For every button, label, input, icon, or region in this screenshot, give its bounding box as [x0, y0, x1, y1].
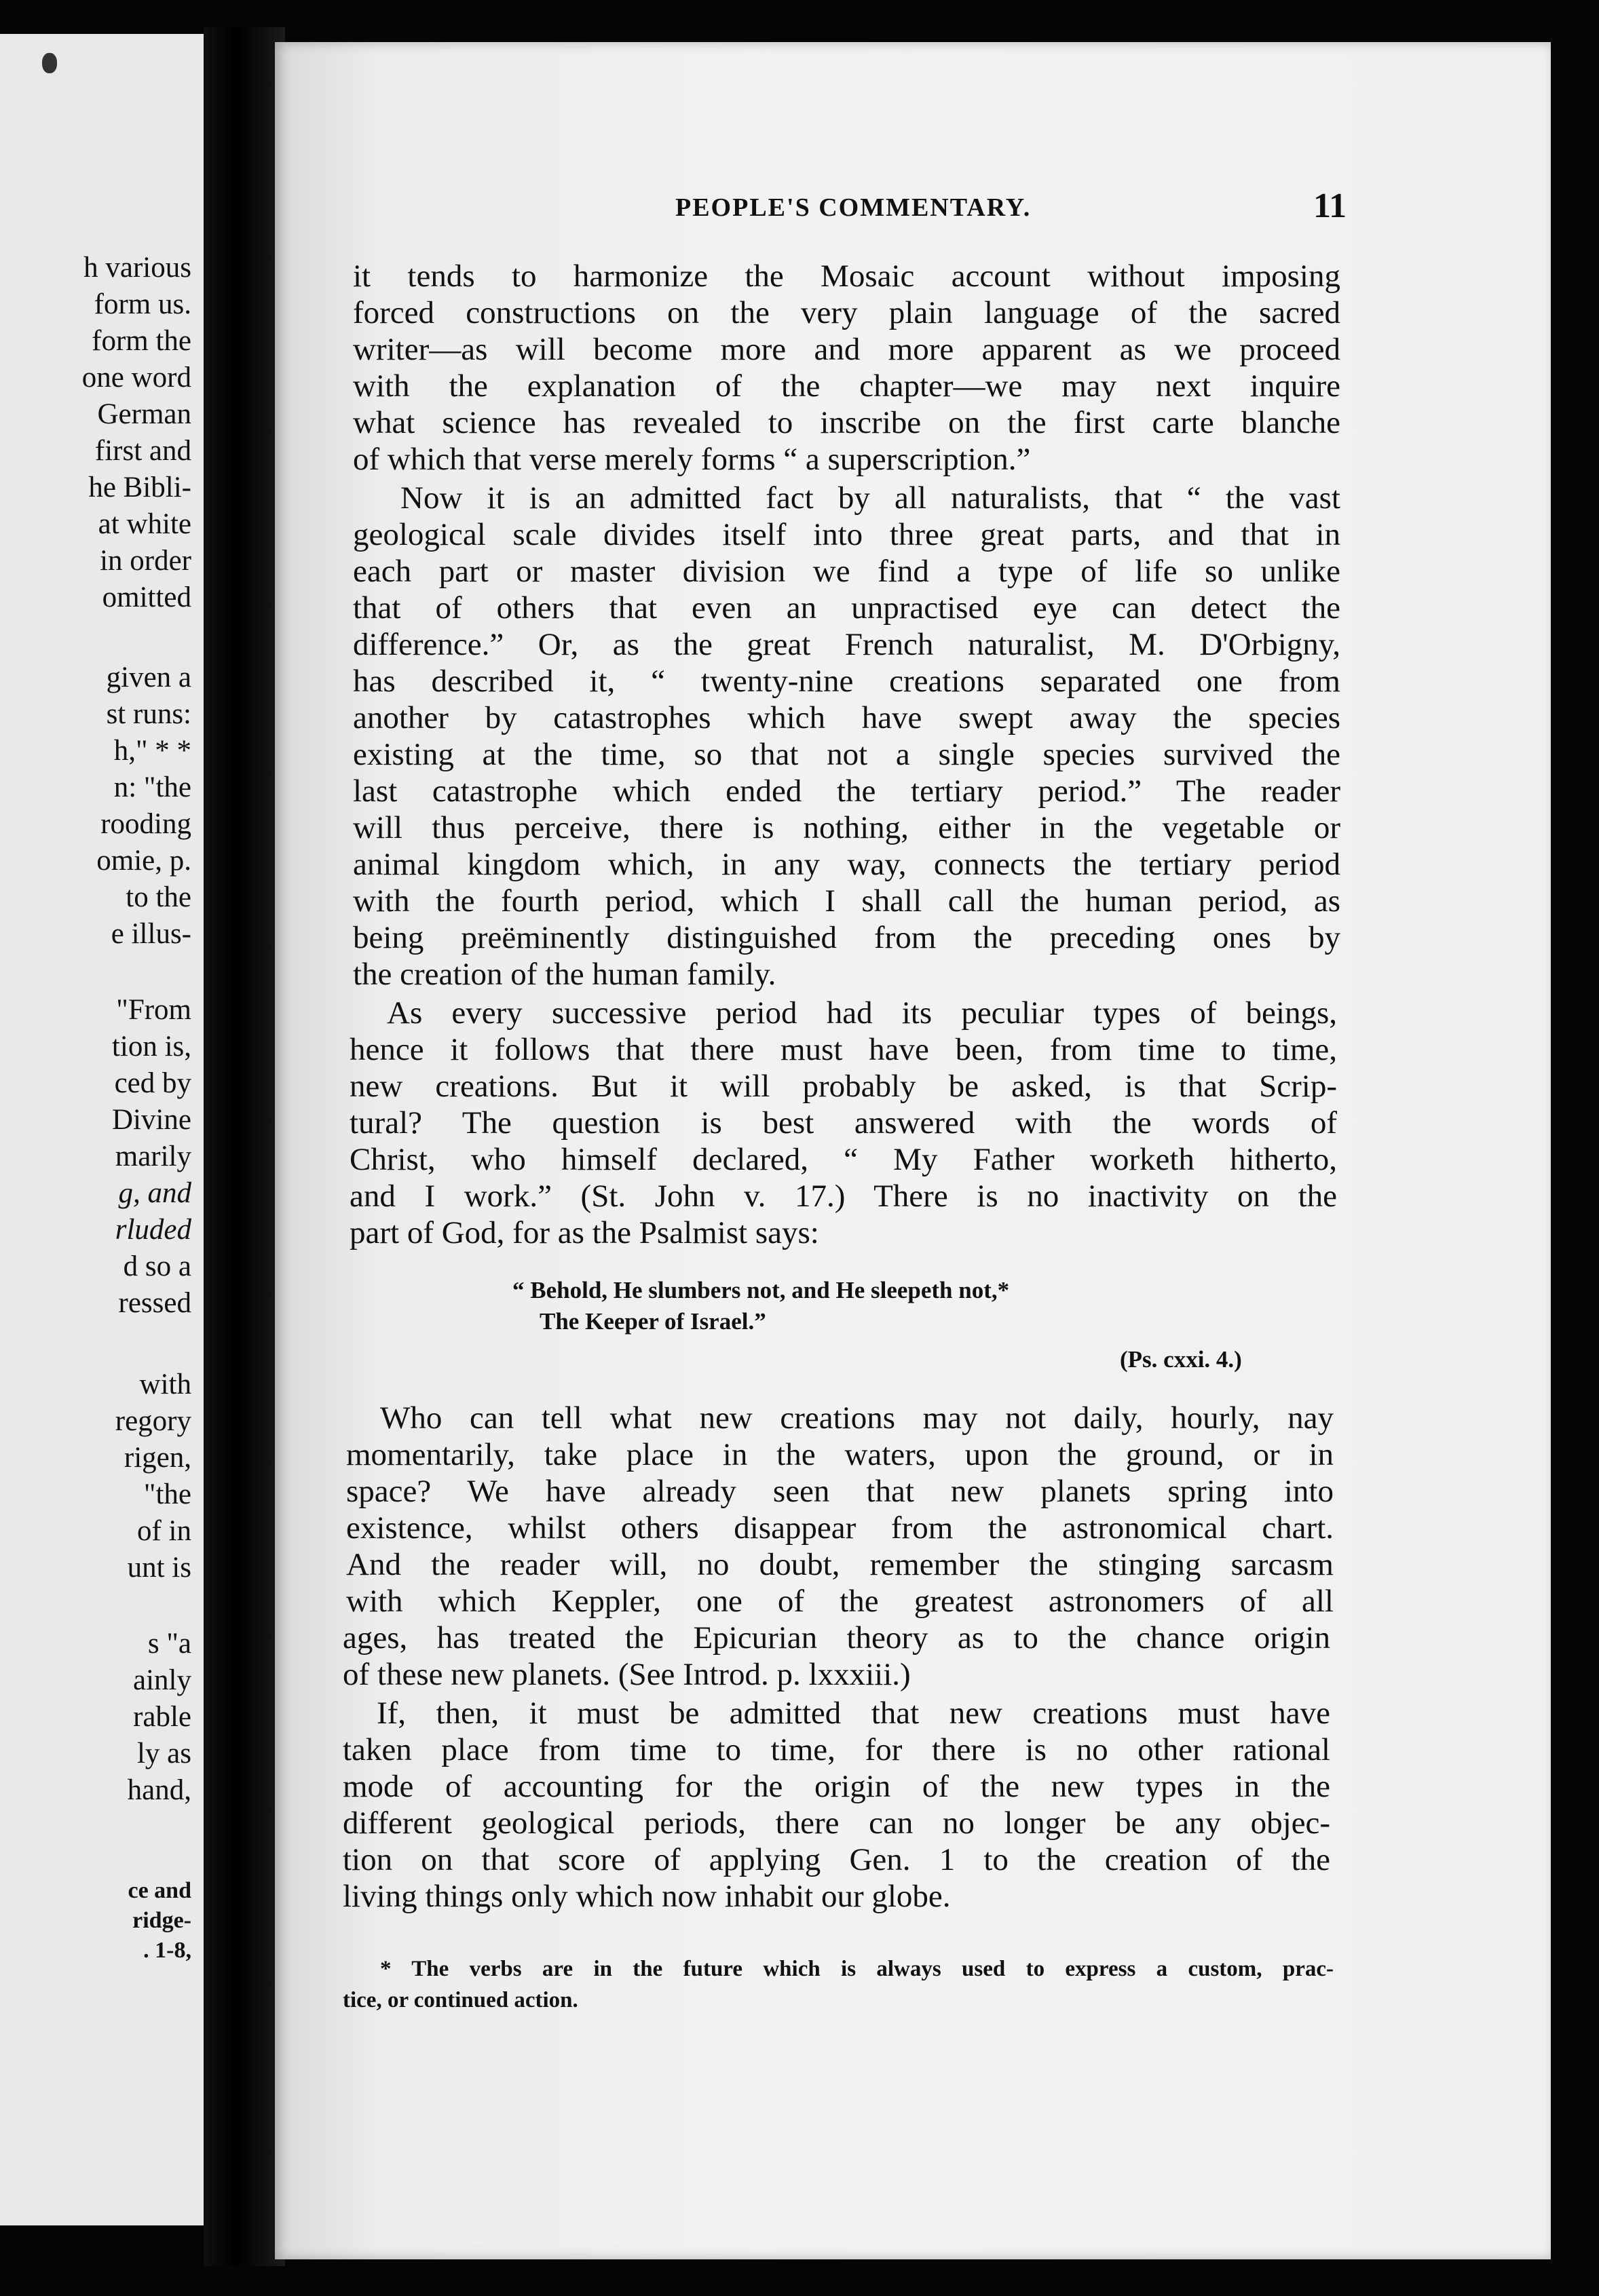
left-page-line: hand, [127, 1774, 191, 1806]
text-line: If, then, it must be admitted that new creations must have [377, 1696, 1330, 1731]
text-line: mode of accounting for the origin of the new types in the [343, 1769, 1330, 1804]
book-spine-shadow [204, 27, 285, 2266]
left-page-line: rluded [115, 1214, 191, 1246]
left-page-line: n: "the [113, 771, 191, 803]
text-line: hence it follows that there must have been, from time to time, [350, 1032, 1337, 1067]
text-line: Who can tell what new creations may not daily, hourly, nay [380, 1400, 1334, 1436]
text-line: will thus perceive, there is nothing, either in the vegetable or [353, 810, 1340, 845]
left-page-line: h," * * [113, 735, 191, 767]
left-page-line: unt is [127, 1552, 191, 1584]
text-line: the creation of the human family. [353, 957, 776, 992]
text-line: momentarily, take place in the waters, upon the ground, or in [346, 1437, 1334, 1472]
left-page-line: ressed [118, 1287, 191, 1319]
left-page-line: he Bibli- [88, 472, 191, 503]
text-line: forced constructions on the very plain language of the sacred [353, 295, 1340, 330]
text-line: ages, has treated the Epicurian theory as to the chance origin [343, 1620, 1330, 1656]
text-line: another by catastrophes which have swept away the species [353, 700, 1340, 735]
left-page-line: German [97, 398, 191, 430]
left-page-line: s "a [147, 1628, 191, 1660]
left-page-line: Divine [111, 1104, 191, 1136]
left-facing-page [0, 34, 210, 2225]
text-line: tion on that score of applying Gen. 1 to the creation of the [343, 1842, 1330, 1877]
left-page-line: marily [115, 1141, 191, 1172]
left-page-line: h various [83, 252, 191, 284]
left-page-note: . 1-8, [143, 1938, 191, 1963]
text-line: animal kingdom which, in any way, connects the tertiary period [353, 847, 1340, 882]
text-line: Christ, who himself declared, “ My Father worketh hitherto, [350, 1142, 1337, 1177]
left-page-line: rooding [100, 808, 191, 840]
text-line: of these new planets. (See Introd. p. lxxxiii.) [343, 1657, 911, 1692]
left-page-line: given a [106, 662, 191, 693]
footnote-line: tice, or continued action. [343, 1988, 578, 2012]
text-line: with the fourth period, which I shall call the human period, as [353, 883, 1340, 919]
text-line: space? We have already seen that new planets spring into [346, 1474, 1334, 1509]
left-page-line: tion is, [111, 1031, 191, 1063]
left-page-line: ced by [114, 1067, 191, 1099]
left-page-line: first and [94, 435, 191, 467]
footnote-line: * The verbs are in the future which is always used to express a custom, prac- [380, 1957, 1334, 1981]
left-page-line: d so a [123, 1250, 191, 1282]
text-line: And the reader will, no doubt, remember the stinging sarcasm [346, 1547, 1334, 1582]
left-page-line: of in [136, 1515, 191, 1547]
text-line: new creations. But it will probably be asked, is that Scrip- [350, 1069, 1337, 1104]
text-line: of which that verse merely forms “ a superscription.” [353, 442, 1031, 477]
verse-line: “ Behold, He slumbers not, and He sleepeth not,* [512, 1277, 1010, 1303]
left-page-line: st runs: [106, 698, 191, 730]
left-page-line: ly as [136, 1738, 191, 1769]
left-page-line: g, and [118, 1177, 191, 1209]
verse-citation: (Ps. cxxi. 4.) [1120, 1346, 1242, 1373]
left-page-line: in order [100, 545, 191, 577]
text-line: difference.” Or, as the great French naturalist, M. D'Orbigny, [353, 627, 1340, 662]
page-number: 11 [1313, 187, 1347, 225]
left-page-line: ainly [133, 1664, 191, 1696]
text-line: and I work.” (St. John v. 17.) There is no inactivity on the [350, 1179, 1337, 1214]
text-line: that of others that even an unpractised eye can detect the [353, 590, 1340, 626]
left-page-line: e illus- [111, 918, 191, 950]
text-line: writer—as will become more and more apparent as we proceed [353, 332, 1340, 367]
left-page-line: at white [98, 508, 191, 540]
text-line: what science has revealed to inscribe on the first carte blanche [353, 405, 1340, 440]
left-page-line: regory [115, 1405, 191, 1437]
left-page-line: rable [133, 1701, 191, 1733]
ink-mark [42, 53, 57, 73]
left-page-line: form us. [94, 288, 191, 320]
verse-line: The Keeper of Israel.” [540, 1308, 766, 1335]
text-line: existence, whilst others disappear from the astronomical chart. [346, 1510, 1334, 1546]
left-page-line: "From [116, 994, 191, 1026]
text-line: Now it is an admitted fact by all naturalists, that “ the vast [400, 480, 1340, 516]
text-line: each part or master division we find a type of life so unlike [353, 554, 1340, 589]
text-line: taken place from time to time, for there is no other rational [343, 1732, 1330, 1767]
left-page-line: to the [126, 881, 191, 913]
left-page-line: form the [92, 325, 191, 357]
text-line: part of God, for as the Psalmist says: [350, 1215, 819, 1250]
text-line: tural? The question is best answered with the words of [350, 1105, 1337, 1141]
text-line: with the explanation of the chapter—we may next inquire [353, 368, 1340, 404]
text-line: last catastrophe which ended the tertiary period.” The reader [353, 773, 1340, 809]
left-page-line: one word [81, 362, 191, 394]
text-line: has described it, “ twenty-nine creations separated one from [353, 664, 1340, 699]
left-page-note: ridge- [132, 1908, 191, 1933]
left-page-line: omitted [102, 581, 191, 613]
text-line: with which Keppler, one of the greatest astronomers of all [346, 1584, 1334, 1619]
running-head: PEOPLE'S COMMENTARY. [675, 193, 1032, 222]
text-line: geological scale divides itself into three great parts, and that in [353, 517, 1340, 552]
left-page-line: rigen, [124, 1442, 191, 1474]
text-line: it tends to harmonize the Mosaic account without imposing [353, 259, 1340, 294]
text-line: being preëminently distinguished from the preceding ones by [353, 920, 1340, 955]
left-page-line: "the [143, 1478, 191, 1510]
right-page [275, 42, 1551, 2259]
text-line: living things only which now inhabit our globe. [343, 1879, 951, 1914]
left-page-note: ce and [128, 1878, 191, 1903]
left-page-line: with [139, 1369, 191, 1400]
text-line: As every successive period had its peculiar types of beings, [387, 995, 1337, 1031]
text-line: existing at the time, so that not a single species survived the [353, 737, 1340, 772]
left-page-line: omie, p. [96, 845, 191, 877]
text-line: different geological periods, there can no longer be any objec- [343, 1805, 1330, 1841]
